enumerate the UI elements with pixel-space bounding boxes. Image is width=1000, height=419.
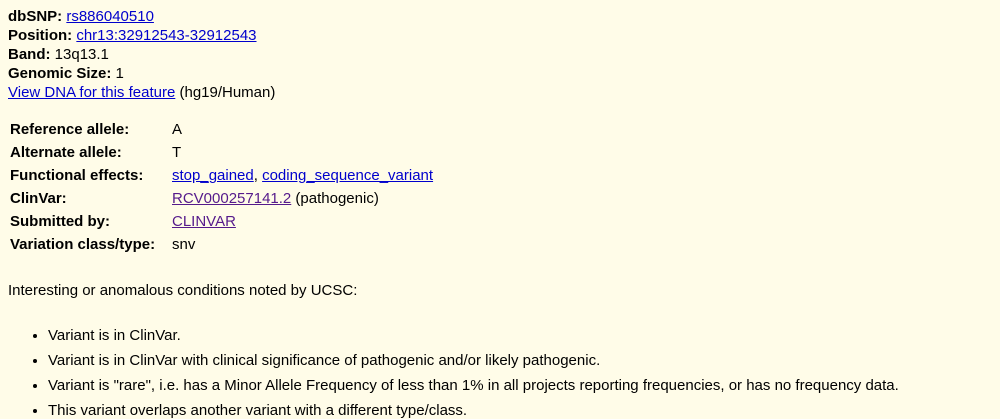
alternate-allele-value: T: [172, 144, 182, 161]
submitted-by-value: [170, 211, 435, 232]
functional-effect-link-stop-gained[interactable]: stop_gained: [172, 167, 254, 184]
dbsnp-label: dbSNP:: [8, 8, 63, 25]
list-item: • Variant is "rare", i.e. has a Minor Allele Frequency of less than 1% in all projects reporting frequencies, or has no frequency data.: [48, 376, 992, 395]
view-dna-link[interactable]: View DNA for this feature: [8, 84, 176, 101]
clinvar-label: ClinVar:: [10, 190, 67, 207]
band-label: Band:: [8, 46, 51, 63]
reference-allele-value: A: [172, 121, 183, 138]
table-row: [8, 234, 435, 255]
functional-effects-separator: ,: [253, 167, 263, 184]
dbsnp-link[interactable]: rs886040510: [66, 8, 154, 25]
view-dna-suffix: (hg19/Human): [175, 84, 276, 101]
genomic-size-label: Genomic Size:: [8, 65, 112, 82]
band-value: 13q13.1: [54, 46, 109, 63]
table-row: [8, 142, 435, 163]
attributes-table: [6, 117, 437, 257]
functional-effects-value: [170, 165, 435, 186]
genomic-size-value: 1: [115, 65, 124, 82]
list-item: • Variant is in ClinVar.: [48, 326, 992, 345]
band-line: [8, 45, 992, 64]
submitter-link[interactable]: CLINVAR: [172, 213, 236, 230]
clinvar-significance: (pathogenic): [291, 190, 379, 207]
alternate-allele-label: Alternate allele:: [10, 144, 122, 161]
functional-effect-link-coding-sequence-variant[interactable]: coding_sequence_variant: [262, 167, 434, 184]
position-label: Position:: [8, 27, 73, 44]
functional-effects-label: Functional effects:: [10, 167, 144, 184]
conditions-list: [8, 326, 992, 419]
list-item: • Variant is in ClinVar with clinical significance of pathogenic and/or likely pathogenic.: [48, 351, 992, 370]
table-row: [8, 165, 435, 186]
position-link[interactable]: chr13:32912543-32912543: [76, 27, 257, 44]
list-item: • This variant overlaps another variant with a different type/class.: [48, 401, 992, 419]
conditions-intro: Interesting or anomalous conditions noted by UCSC:: [8, 282, 358, 299]
view-dna-line: [8, 83, 992, 102]
clinvar-accession-link[interactable]: RCV000257141.2: [172, 190, 292, 207]
clinvar-value: [170, 188, 435, 209]
variation-class-value: snv: [172, 236, 196, 253]
reference-allele-label: Reference allele:: [10, 121, 130, 138]
position-line: [8, 26, 992, 45]
table-row: [8, 211, 435, 232]
table-row: [8, 119, 435, 140]
genomic-size-line: [8, 64, 992, 83]
dbsnp-line: [8, 7, 992, 26]
submitted-by-label: Submitted by:: [10, 213, 110, 230]
table-row: [8, 188, 435, 209]
summary-block: [8, 7, 992, 102]
variation-class-label: Variation class/type:: [10, 236, 156, 253]
